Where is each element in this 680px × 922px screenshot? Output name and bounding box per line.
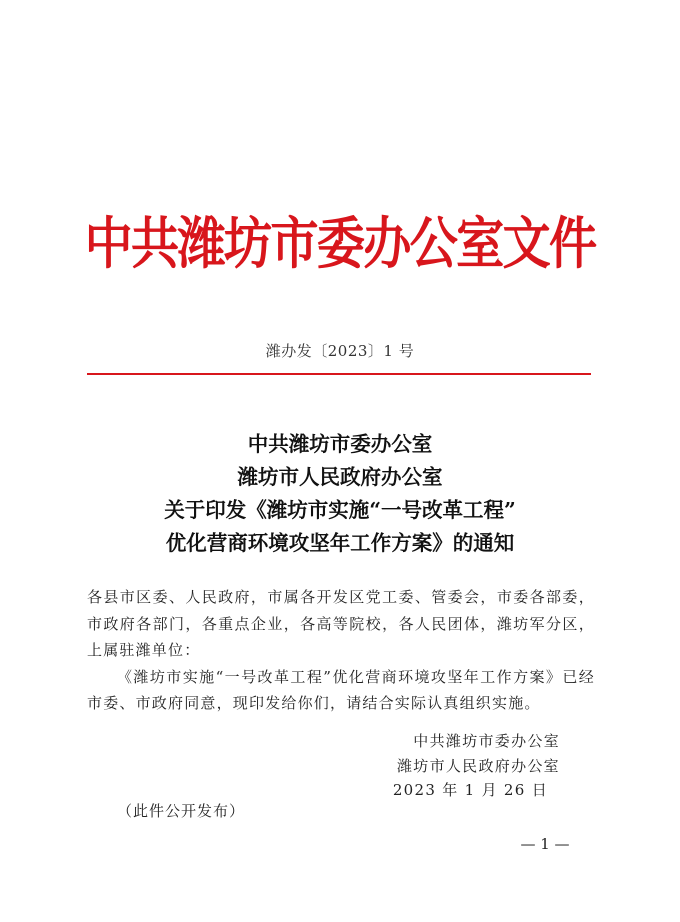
addressee-paragraph: 各县市区委、人民政府，市属各开发区党工委、管委会，市委各部委，市政府各部门，各重点企业，各高等院校，各人民团体，潍坊军分区，上属驻潍单位： [87, 588, 595, 659]
signature-block [340, 729, 560, 803]
signature-org-party: 中共潍坊市委办公室 [413, 732, 560, 750]
page-number: — 1 — [520, 835, 570, 853]
document-number: 潍办发〔2023〕1 号 [265, 342, 415, 360]
title-line: 优化营商环境攻坚年工作方案》的通知 [165, 531, 515, 555]
content-paragraph: 《潍坊市实施“一号改革工程”优化营商环境攻坚年工作方案》已经市委、市政府同意，现印发给你们，请结合实际认真组织实施。 [87, 667, 595, 712]
document-title [0, 428, 680, 560]
red-divider-line [87, 373, 591, 375]
document-masthead: 中共潍坊市委办公室文件 [84, 212, 596, 277]
title-line: 中共潍坊市委办公室 [247, 432, 433, 456]
document-body [87, 584, 595, 717]
signature-date: 2023 年 1 月 26 日 [392, 781, 548, 799]
publish-note: （此件公开发布） [117, 802, 246, 820]
signature-org-government: 潍坊市人民政府办公室 [396, 756, 560, 775]
title-line: 关于印发《潍坊市实施“一号改革工程” [164, 498, 516, 522]
title-line: 潍坊市人民政府办公室 [237, 465, 443, 489]
